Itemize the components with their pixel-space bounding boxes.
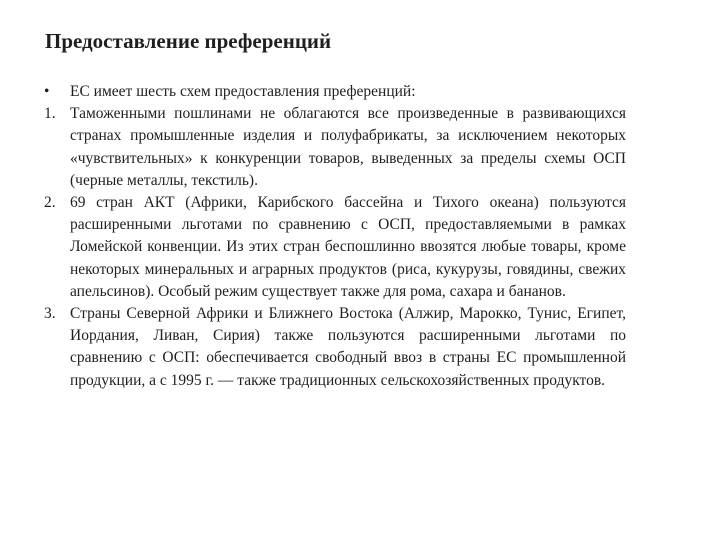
list-item-3 bbox=[44, 303, 626, 392]
list-item-text: Страны Северной Африки и Ближнего Востока (Алжир, Марокко, Тунис, Египет, Иордания, Ливан, Сирия) также пользуются расширенными льготами по сравнению с ОСП: обеспечивается свободный ввоз в страны ЕС промышленной продукции, а с 1995 г. — также традиционных сельскохозяйственных продуктов. bbox=[70, 305, 626, 389]
list-item-text: 69 стран АКТ (Африки, Карибского бассейна и Тихого океана) пользуются расширенными льготами по сравнению с ОСП, предоставляемыми в рамках Ломейской конвенции. Из этих стран беспошлинно ввозятся любые товары, кроме некоторых минеральных и аграрных продуктов (риса, кукурузы, говядины, свежих апельсинов). Особый режим существует также для рома, сахара и бананов. bbox=[70, 194, 626, 300]
list-item-text: Таможенными пошлинами не облагаются все произведенные в развивающихся странах промышленные изделия и полуфабрикаты, за исключением некоторых «чувствительных» к конкуренции товаров, выведенных за пределы схемы ОСП (черные металлы, текстиль). bbox=[70, 105, 626, 189]
list-number: 2. bbox=[44, 194, 56, 212]
list-number: 1. bbox=[44, 105, 56, 123]
list-number: 3. bbox=[44, 305, 56, 323]
bullet-marker: • bbox=[44, 83, 50, 100]
list-item-1 bbox=[44, 103, 626, 192]
list-item-text: ЕС имеет шесть схем предоставления преференций: bbox=[70, 83, 416, 100]
list-item-intro bbox=[44, 81, 626, 103]
list-item-2 bbox=[44, 192, 626, 303]
slide-title: Предоставление преференций bbox=[45, 29, 332, 53]
slide-content bbox=[44, 81, 626, 392]
